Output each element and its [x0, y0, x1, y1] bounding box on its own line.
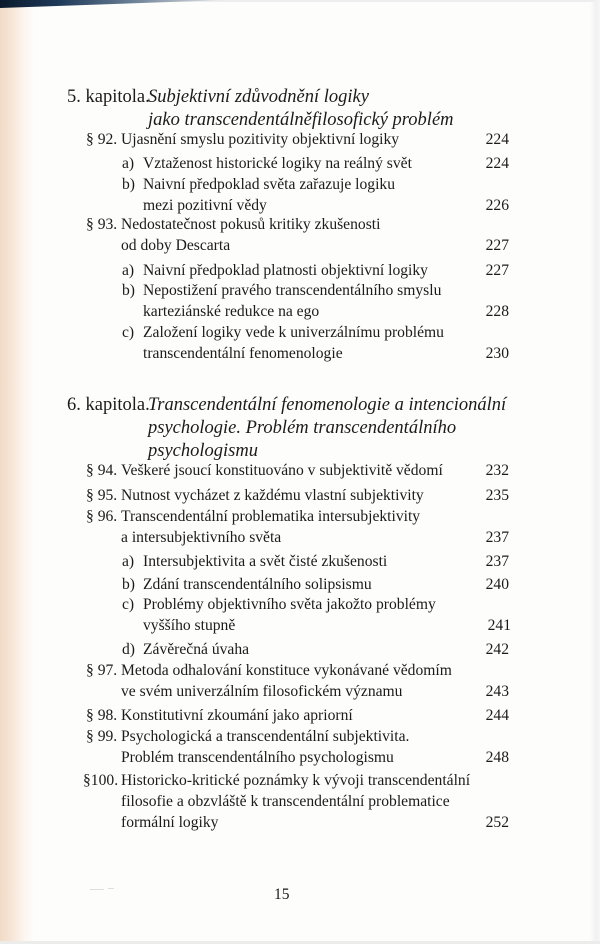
page-number: 227 [485, 262, 509, 279]
page-number: 224 [485, 155, 509, 172]
subsection-label: c) [122, 324, 135, 341]
entry-title-line: Transcendentální problematika intersubjektivity [121, 508, 421, 525]
entry-title-line: vyššího stupně [143, 617, 236, 634]
entry-title-line: mezi pozitivní vědy [143, 197, 267, 214]
subsection-label: b) [122, 282, 135, 299]
section-label: § 95. [86, 487, 118, 504]
chapter-title-line: Subjektivní zdůvodnění logiky [148, 87, 369, 107]
entry-title-line: Ujasnění smyslu pozitivity objektivní logiky [121, 131, 400, 148]
page-number: 227 [485, 237, 509, 254]
entry-title-line: Založení logiky vede k univerzálnímu problému [143, 324, 444, 341]
entry-title-line: karteziánské redukce na ego [143, 303, 320, 320]
page-edge-left [0, 0, 34, 944]
page-number: 248 [485, 749, 509, 766]
page-number: 242 [485, 641, 509, 658]
page-edge-right [590, 0, 600, 944]
chapter-title-line: psychologismu [148, 441, 258, 461]
entry-title [121, 705, 353, 726]
page-number: 243 [485, 683, 509, 700]
entry-title-line: Naivní předpoklad světa zařazuje logiku [143, 176, 396, 193]
entry-title-line: Naivní předpoklad platnosti objektivní logiky [143, 262, 428, 279]
subsection-label: d) [122, 641, 135, 658]
entry-title [143, 639, 249, 660]
entry-title-line: ve svém univerzálním filosofickém významu [121, 683, 403, 700]
chapter-title-line: psychologie. Problém transcendentálního [148, 418, 457, 438]
chapter-number: 6. kapitola. [67, 395, 150, 415]
entry-title [121, 214, 380, 256]
entry-title-line: Metoda odhalování konstituce vykonávané vědomím [121, 662, 452, 679]
page-number: 241 [487, 617, 511, 634]
section-label: §100. [83, 772, 119, 789]
entry-title-line: Konstitutivní zkoumání jako apriorní [121, 707, 353, 724]
entry-title [143, 280, 441, 322]
chapter-title [148, 86, 454, 132]
entry-title [121, 460, 443, 481]
entry-title [121, 660, 452, 702]
section-label: § 93. [86, 216, 118, 233]
chapter-number: 5. kapitola. [67, 87, 150, 107]
entry-title-line: Zdání transcendentálního solipsismu [143, 576, 372, 593]
scan-smudge [90, 889, 104, 890]
entry-title [121, 129, 399, 150]
page-number: 226 [485, 197, 509, 214]
entry-title-line: Problémy objektivního světa jakožto problémy [143, 596, 436, 613]
page-number: 235 [485, 487, 509, 504]
page-number: 237 [485, 553, 509, 570]
entry-title-line: a intersubjektivního světa [121, 529, 282, 546]
subsection-label: a) [122, 553, 135, 570]
subsection-label: b) [122, 176, 135, 193]
entry-title-line: Závěrečná úvaha [143, 641, 250, 658]
entry-title-line: filosofie a obzvláště k transcendentální problematice [121, 793, 450, 810]
entry-title [143, 551, 387, 572]
page-number: 252 [485, 814, 509, 831]
section-label: § 92. [86, 131, 118, 148]
entry-title-line: Nutnost vycházet z každému vlastní subjektivity [121, 487, 424, 504]
chapter-title [148, 394, 506, 463]
entry-title [143, 153, 412, 174]
entry-title-line: Veškeré jsoucí konstituováno v subjektivitě vědomí [121, 462, 443, 479]
subsection-label: a) [122, 262, 135, 279]
subsection-label: b) [122, 576, 135, 593]
entry-title [121, 485, 424, 506]
entry-title-line: transcendentální fenomenologie [143, 345, 343, 362]
page-number: 230 [485, 345, 509, 362]
entry-title-line: od doby Descarta [121, 237, 231, 254]
entry-title-line: Vztaženost historické logiky na reálný svět [143, 155, 412, 172]
entry-title-line: Intersubjektivita a svět čisté zkušenosti [143, 553, 388, 570]
entry-title [143, 260, 428, 281]
entry-title [121, 506, 420, 548]
section-label: § 97. [86, 662, 118, 679]
section-label: § 98. [86, 707, 118, 724]
subsection-label: a) [122, 155, 135, 172]
entry-title [143, 574, 372, 595]
page-number: 224 [485, 131, 509, 148]
chapter-title-line: jako transcendentálněfilosofický problém [148, 110, 454, 130]
entry-title-line: Problém transcendentálního psychologismu [121, 749, 394, 766]
chapter-title-line: Transcendentální fenomenologie a intencionální [148, 395, 507, 415]
entry-title [143, 174, 395, 216]
section-label: § 94. [86, 462, 118, 479]
entry-title [143, 322, 444, 364]
entry-title [121, 726, 409, 768]
page-folio-number: 15 [274, 886, 290, 903]
entry-title [121, 770, 470, 833]
section-label: § 99. [86, 728, 118, 745]
subsection-label: c) [122, 596, 135, 613]
section-label: § 96. [86, 508, 118, 525]
entry-title-line: Nepostižení pravého transcendentálního smyslu [143, 282, 442, 299]
entry-title [143, 594, 436, 636]
page-number: 228 [485, 303, 509, 320]
page-number: 237 [485, 529, 509, 546]
entry-title-line: Nedostatečnost pokusů kritiky zkušenosti [121, 216, 381, 233]
page-number: 240 [485, 576, 509, 593]
page-number: 244 [485, 707, 509, 724]
entry-title-line: formální logiky [121, 814, 219, 831]
entry-title-line: Historicko-kritické poznámky k vývoji transcendentální [121, 772, 471, 789]
scan-smudge [108, 888, 114, 889]
entry-title-line: Psychologická a transcendentální subjektivita. [121, 728, 410, 745]
page-number: 232 [485, 462, 509, 479]
